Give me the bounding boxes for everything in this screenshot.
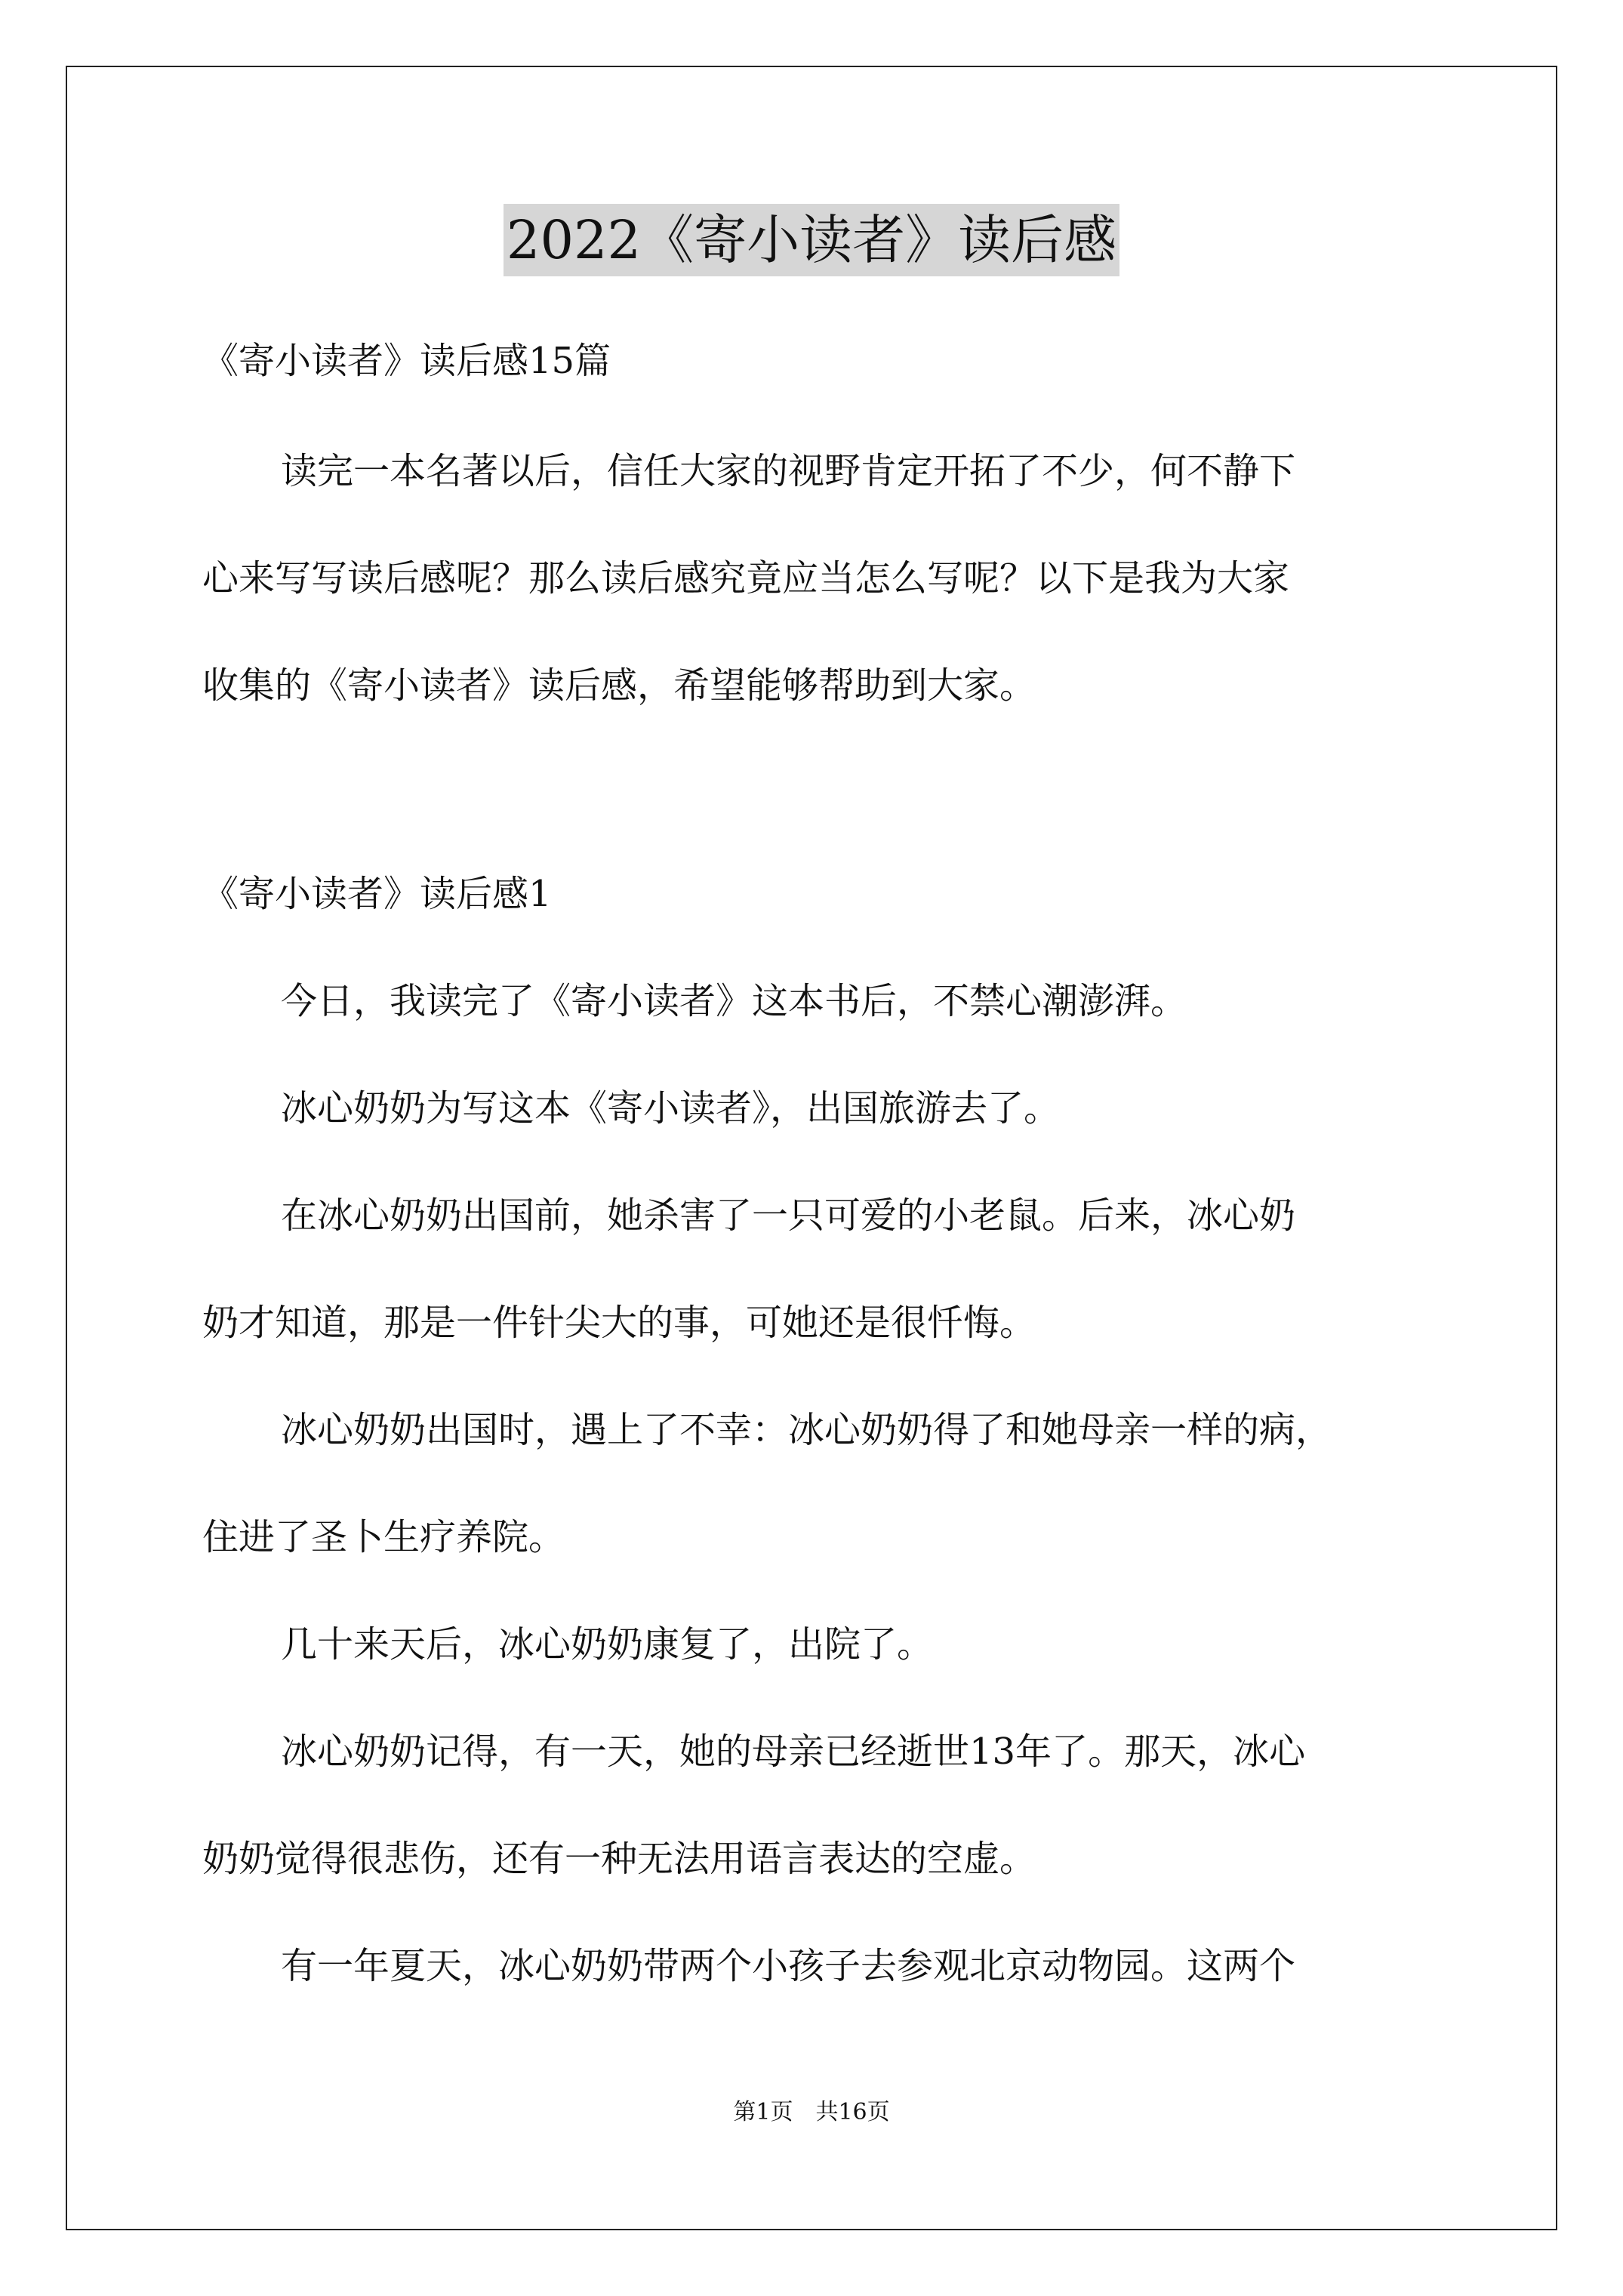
paragraph-line: 几十来天后，冰心奶奶康复了，出院了。 bbox=[281, 1623, 934, 1666]
page-footer: 第1页 共16页 bbox=[733, 2099, 890, 2125]
intro-line: 读完一本名著以后，信任大家的视野肯定开拓了不少，何不静下 bbox=[281, 450, 1296, 492]
section-heading: 《寄小读者》读后感1 bbox=[202, 873, 552, 915]
paragraph-line: 冰心奶奶为写这本《寄小读者》，出国旅游去了。 bbox=[281, 1087, 1061, 1130]
paragraph-line: 冰心奶奶出国时，遇上了不幸：冰心奶奶得了和她母亲一样的病， bbox=[281, 1409, 1332, 1451]
paragraph-line: 有一年夏天，冰心奶奶带两个小孩子去参观北京动物园。这两个 bbox=[281, 1945, 1296, 1987]
paragraph-line: 奶奶觉得很悲伤，还有一种无法用语言表达的空虚。 bbox=[202, 1838, 1036, 1880]
title-container bbox=[0, 204, 1623, 276]
intro-line: 收集的《寄小读者》读后感，希望能够帮助到大家。 bbox=[202, 664, 1036, 707]
paragraph-line: 今日，我读完了《寄小读者》这本书后，不禁心潮澎湃。 bbox=[281, 980, 1187, 1022]
document-subtitle: 《寄小读者》读后感15篇 bbox=[202, 340, 611, 382]
document-title: 2022《寄小读者》读后感 bbox=[504, 204, 1119, 276]
intro-line: 心来写写读后感呢？那么读后感究竟应当怎么写呢？以下是我为大家 bbox=[202, 557, 1290, 599]
paragraph-line: 奶才知道，那是一件针尖大的事，可她还是很忏悔。 bbox=[202, 1302, 1036, 1344]
paragraph-line: 在冰心奶奶出国前，她杀害了一只可爱的小老鼠。后来，冰心奶 bbox=[281, 1194, 1296, 1237]
paragraph-line: 住进了圣卜生疗养院。 bbox=[202, 1516, 565, 1558]
paragraph-line: 冰心奶奶记得，有一天，她的母亲已经逝世13年了。那天，冰心 bbox=[281, 1730, 1306, 1773]
document-body bbox=[202, 340, 1440, 1987]
